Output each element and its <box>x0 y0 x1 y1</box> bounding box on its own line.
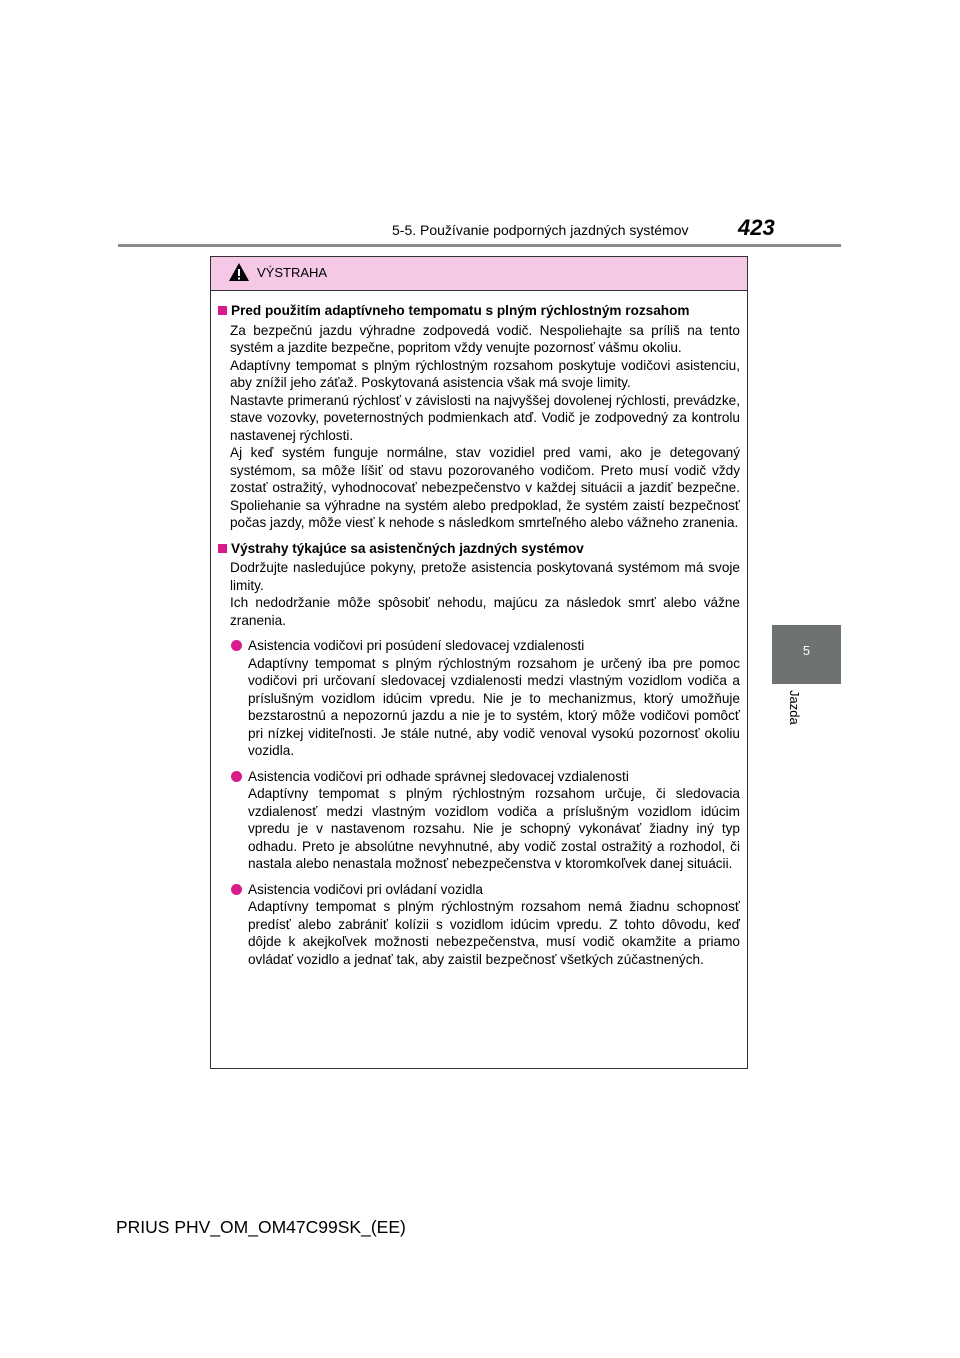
warning-triangle-icon <box>228 262 250 282</box>
section-paragraphs <box>230 322 740 532</box>
warning-header <box>211 257 747 291</box>
bullet-text: Adaptívny tempomat s plným rýchlostným rozsahom je určený iba pre pomoc vodičovi pri určovaní sledovacej vzdialenosti medzi vlastným vozidlom vodiča a príslušným vozidlom idúcim vpredu. Nie je to mechanizmus, ktorý umožňuje bezstarostnú a nepozornú jazdu a nie je to systém, ktorý môže vodičovi pomôcť pri nízkej viditeľnosti. Je stále nutné, aby vodič venoval vysokú pozornosť okoliu vozidla. <box>248 655 740 758</box>
section-paragraphs <box>230 559 740 629</box>
section-title-text: Pred použitím adaptívneho tempomatu s plným rýchlostným rozsahom <box>231 303 690 318</box>
bullet-title: Asistencia vodičovi pri odhade správnej sledovacej vzdialenosti <box>248 768 629 784</box>
chapter-number: 5 <box>802 643 811 658</box>
running-header-section: 5-5. Používanie podporných jazdných systémov <box>392 222 689 238</box>
bullet-title: Asistencia vodičovi pri posúdení sledovacej vzdialenosti <box>248 638 585 653</box>
bullet-dot-icon <box>231 771 242 782</box>
section-title-text: Výstrahy týkajúce sa asistenčných jazdných systémov <box>231 540 584 556</box>
paragraph: Nastavte primeranú rýchlosť v závislosti na najvyššej dovolenej rýchlosti, prevádzke, stave vozovky, poveternostných podmienkach atď. Vodič je zodpovedný za kontrolu nastavenej rýchlosti. <box>230 392 740 443</box>
page-number: 423 <box>738 215 775 240</box>
paragraph: Aj keď systém funguje normálne, stav vozidiel pred vami, ako je detegovaný systémom, sa môže líšiť od stavu pozorovaného vodičom. Preto musí vodič vždy zostať ostražitý, vyhodnocovať nebezpečenstvo v každej situácii a jazdiť bezpečne. Spoliehanie sa výhradne na systém alebo predpoklad, že systém zaistí bezpečnosť počas jazdy, môže viesť k nehode s následkom smrteľného alebo vážneho zranenia. <box>230 445 740 530</box>
bullet-item <box>230 637 740 760</box>
section-marker-icon <box>218 544 227 553</box>
bullet-item <box>230 881 740 969</box>
warning-body <box>211 291 747 968</box>
bullet-text: Adaptívny tempomat s plným rýchlostným rozsahom určuje, či sledovacia vzdialenosť medzi vlastným vozidlom vodiča a príslušným vozidlom idúcim vpredu je v nastavenom rozsahu. Nie je schopný vykonávať žiadny iný typ odhadu. Preto je absolútne nevyhnutné, aby vodič zostal ostražitý a rozhodol, či nastala alebo nenastala možnosť nebezpečenstva v ktoromkoľvek danej situácii. <box>248 786 740 871</box>
bullet-item <box>230 768 740 873</box>
document-code: PRIUS PHV_OM_OM47C99SK_(EE) <box>116 1217 406 1237</box>
chapter-tab <box>772 625 841 684</box>
paragraph: Ich nedodržanie môže spôsobiť nehodu, majúcu za následok smrť alebo vážne zranenia. <box>230 595 740 628</box>
paragraph: Dodržujte nasledujúce pokyny, pretože asistencia poskytovaná systémom má svoje limity. <box>230 560 740 593</box>
bullet-title: Asistencia vodičovi pri ovládaní vozidla <box>248 881 483 897</box>
bullet-dot-icon <box>231 884 242 895</box>
warning-box <box>210 256 748 1069</box>
chapter-label: Jazda <box>787 690 802 725</box>
section-title <box>218 540 740 558</box>
paragraph: Adaptívny tempomat s plným rýchlostným rozsahom poskytuje vodičovi asistenciu, aby znížil jeho záťaž. Poskytovaná asistencia však má svoje limity. <box>230 357 740 390</box>
warning-title: VÝSTRAHA <box>257 265 328 280</box>
paragraph: Za bezpečnú jazdu výhradne zodpovedá vodič. Nespoliehajte sa príliš na tento systém a jazdite bezpečne, popritom vždy venujte pozornosť vášmu okoliu. <box>230 322 740 355</box>
header-divider <box>118 244 841 247</box>
bullet-dot-icon <box>231 640 242 651</box>
section-marker-icon <box>218 306 227 315</box>
bullet-text: Adaptívny tempomat s plným rýchlostným rozsahom nemá žiadnu schopnosť predísť alebo zabrániť kolízii s vozidlom idúcim vpredu. Z tohto dôvodu, keď dôjde k akejkoľvek možnosti nebezpečenstva, musí vodič okamžite a priamo ovládať vozidlo a jednať tak, aby zaistil bezpečnosť všetkých zúčastnených. <box>248 899 740 967</box>
section-title <box>218 302 740 320</box>
